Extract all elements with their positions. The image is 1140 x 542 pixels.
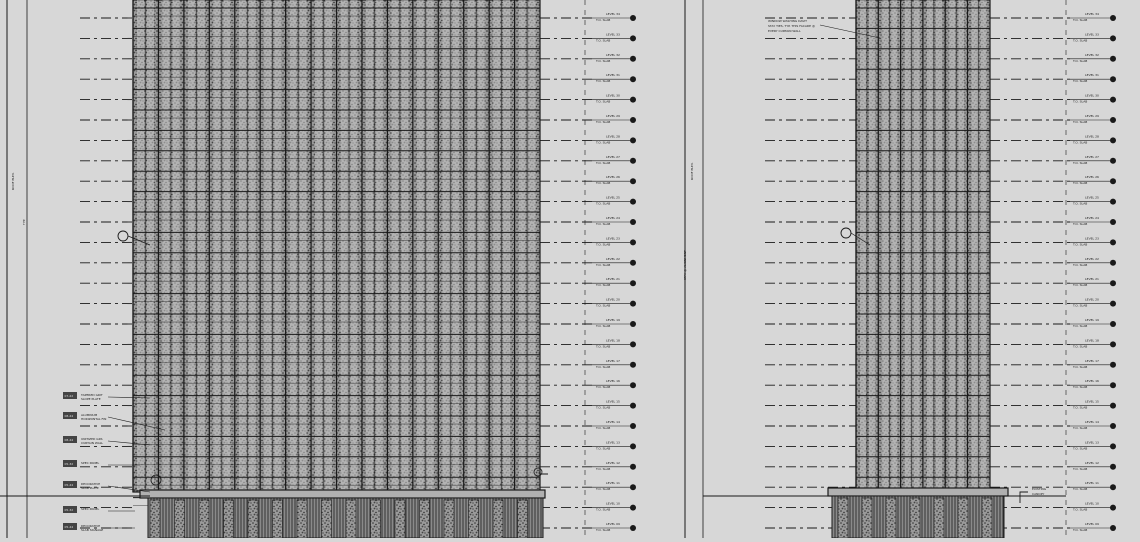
level-elevation: T.O. SLAB bbox=[596, 487, 611, 492]
section-callout bbox=[118, 231, 128, 241]
level-marker bbox=[630, 117, 636, 123]
vertical-dimension-label: TYP. bbox=[22, 219, 26, 225]
level-elevation: T.O. SLAB bbox=[1073, 385, 1088, 390]
level-name: LEVEL 10 bbox=[606, 501, 620, 506]
level-name: LEVEL 34 bbox=[1085, 12, 1099, 16]
level-marker bbox=[630, 423, 636, 429]
level-elevation: T.O. SLAB bbox=[1073, 120, 1088, 124]
vertical-dimension-label: STAY @ ALIGNMENT bbox=[683, 250, 687, 280]
level-marker bbox=[630, 97, 636, 103]
level-marker bbox=[1110, 199, 1116, 205]
note-text: EVERY CURTAIN WALL bbox=[768, 29, 801, 33]
level-name: LEVEL 26 bbox=[1085, 175, 1099, 180]
level-name: LEVEL 13 bbox=[606, 440, 620, 445]
keynote-text: SPEC PANEL bbox=[81, 507, 100, 511]
vertical-dimension-label: ROOF ELEV. bbox=[11, 172, 15, 190]
level-name: LEVEL 14 bbox=[1085, 420, 1099, 424]
level-elevation: T.O. SLAB bbox=[1073, 466, 1088, 471]
level-elevation: T.O. SLAB bbox=[596, 120, 611, 124]
level-marker bbox=[1110, 178, 1116, 184]
level-marker bbox=[1110, 56, 1116, 62]
podium-pier bbox=[224, 500, 234, 538]
level-elevation: T.O. SLAB bbox=[596, 99, 611, 104]
window-column bbox=[981, 0, 987, 488]
level-name: LEVEL 29 bbox=[1085, 114, 1099, 118]
level-marker bbox=[1110, 505, 1116, 511]
level-marker bbox=[630, 341, 636, 347]
keynote-tag-text: 05-44 bbox=[64, 525, 74, 529]
level-elevation: T.O. SLAB bbox=[596, 303, 611, 308]
level-elevation: T.O. SLAB bbox=[596, 385, 611, 390]
level-elevation: T.O. SLAB bbox=[596, 507, 611, 512]
level-name: LEVEL 32 bbox=[606, 52, 620, 57]
level-elevation: T.O. SLAB bbox=[596, 426, 611, 430]
podium-pier bbox=[150, 500, 160, 538]
level-marker bbox=[1110, 484, 1116, 490]
level-name: LEVEL 19 bbox=[1085, 318, 1099, 322]
keynote-text: TAPERED GRIT bbox=[81, 393, 103, 397]
level-elevation: T.O. SLAB bbox=[596, 201, 611, 206]
window-column bbox=[905, 0, 911, 488]
level-marker bbox=[1110, 117, 1116, 123]
level-elevation: T.O. SLAB bbox=[596, 160, 611, 165]
level-name: LEVEL 32 bbox=[1085, 52, 1099, 57]
level-elevation: T.O. SLAB bbox=[1073, 283, 1088, 288]
window-column bbox=[949, 0, 955, 488]
podium-pier bbox=[371, 500, 381, 538]
level-name: LEVEL 14 bbox=[606, 420, 620, 424]
level-name: LEVEL 12 bbox=[1085, 460, 1099, 465]
level-name: LEVEL 24 bbox=[1085, 216, 1099, 220]
level-marker bbox=[630, 219, 636, 225]
level-elevation: T.O. SLAB bbox=[596, 242, 611, 247]
level-elevation: T.O. SLAB bbox=[596, 222, 611, 226]
keynote-text: UNITIZED GRS bbox=[81, 437, 103, 441]
level-marker bbox=[630, 158, 636, 164]
level-name: LEVEL 31 bbox=[606, 73, 620, 78]
keynote-text: DECORATIVE bbox=[81, 482, 101, 486]
keynote-tag-text: 07-22 bbox=[64, 394, 74, 398]
level-marker bbox=[630, 484, 636, 490]
level-elevation: T.O. SLAB bbox=[1073, 181, 1088, 186]
podium-pier bbox=[420, 500, 430, 538]
level-elevation: T.O. SLAB bbox=[1073, 446, 1088, 451]
keynote-tag-text: 08-44 bbox=[64, 438, 74, 442]
level-elevation: T.O. SLAB bbox=[1073, 405, 1088, 410]
note-text: WINDOW WASHING DAVIT bbox=[768, 19, 807, 23]
level-marker bbox=[630, 199, 636, 205]
level-elevation: T.O. SLAB bbox=[1073, 303, 1088, 308]
level-name: LEVEL 24 bbox=[606, 216, 620, 220]
level-name: LEVEL 25 bbox=[1085, 195, 1099, 200]
base-note: EXISTING bbox=[1032, 487, 1047, 491]
level-elevation: T.O. SLAB bbox=[596, 38, 611, 43]
level-name: LEVEL 17 bbox=[1085, 358, 1099, 363]
level-marker bbox=[630, 525, 636, 531]
podium-pier bbox=[175, 500, 185, 538]
level-elevation: T.O. SLAB bbox=[596, 140, 611, 145]
level-name: LEVEL 11 bbox=[606, 481, 620, 486]
level-name: LEVEL 15 bbox=[606, 399, 620, 404]
level-elevation: T.O. SLAB bbox=[1073, 487, 1088, 492]
keynote-text: SPEC PANEL bbox=[81, 461, 100, 465]
level-marker bbox=[1110, 158, 1116, 164]
podium-pier bbox=[322, 500, 332, 538]
level-name: LEVEL 09 bbox=[1085, 522, 1099, 526]
level-elevation: T.O. SLAB bbox=[1073, 344, 1088, 349]
level-name: LEVEL 30 bbox=[606, 93, 620, 98]
level-elevation: T.O. SLAB bbox=[1073, 222, 1088, 226]
level-elevation: T.O. SLAB bbox=[1073, 140, 1088, 145]
level-elevation: T.O. SLAB bbox=[1073, 79, 1088, 84]
podium-pier bbox=[444, 500, 454, 538]
level-marker bbox=[1110, 15, 1116, 21]
level-name: LEVEL 22 bbox=[1085, 256, 1099, 261]
level-name: LEVEL 18 bbox=[1085, 338, 1099, 343]
keynote-text: SLAB SIGNAGE bbox=[81, 528, 104, 532]
level-elevation: T.O. SLAB bbox=[596, 405, 611, 410]
level-marker bbox=[630, 505, 636, 511]
level-marker bbox=[1110, 321, 1116, 327]
podium-pier bbox=[886, 498, 896, 538]
level-marker bbox=[630, 56, 636, 62]
level-name: LEVEL 16 bbox=[606, 379, 620, 384]
podium-cornice bbox=[828, 488, 1008, 496]
level-name: LEVEL 33 bbox=[606, 32, 620, 37]
level-elevation: T.O. SLAB bbox=[596, 79, 611, 84]
level-name: LEVEL 22 bbox=[606, 256, 620, 261]
level-elevation: T.O. SLAB bbox=[1073, 528, 1088, 532]
level-name: LEVEL 21 bbox=[1085, 277, 1099, 282]
keynote-text: HORIZONTAL FIN bbox=[81, 417, 107, 421]
level-marker bbox=[1110, 464, 1116, 470]
level-elevation: T.O. SLAB bbox=[1073, 160, 1088, 165]
level-elevation: T.O. SLAB bbox=[596, 18, 611, 22]
canopy-mark bbox=[1020, 492, 1028, 503]
note-text: STAY TIES, TYP. THIS FACADE @ bbox=[768, 24, 816, 28]
level-name: LEVEL 17 bbox=[606, 358, 620, 363]
level-name: LEVEL 15 bbox=[1085, 399, 1099, 404]
level-elevation: T.O. SLAB bbox=[596, 181, 611, 186]
level-name: LEVEL 28 bbox=[606, 134, 620, 139]
level-name: LEVEL 29 bbox=[606, 114, 620, 118]
level-marker bbox=[1110, 403, 1116, 409]
level-name: LEVEL 34 bbox=[606, 12, 620, 16]
section-callout bbox=[841, 228, 851, 238]
window-column bbox=[914, 0, 920, 488]
podium-pier bbox=[934, 498, 944, 538]
keynote-text: CURTAIN WALL bbox=[81, 441, 104, 445]
level-elevation: T.O. SLAB bbox=[596, 324, 611, 328]
level-marker bbox=[1110, 341, 1116, 347]
base-note: CANOPY bbox=[1032, 492, 1045, 496]
level-elevation: T.O. SLAB bbox=[596, 528, 611, 532]
level-name: LEVEL 27 bbox=[606, 154, 620, 159]
level-elevation: T.O. SLAB bbox=[1073, 18, 1088, 22]
level-elevation: T.O. SLAB bbox=[1073, 38, 1088, 43]
level-name: LEVEL 16 bbox=[1085, 379, 1099, 384]
podium-pier bbox=[862, 498, 872, 538]
podium-pier bbox=[395, 500, 405, 538]
level-name: LEVEL 23 bbox=[1085, 236, 1099, 241]
level-marker bbox=[1110, 219, 1116, 225]
window-column bbox=[891, 0, 897, 488]
level-marker bbox=[630, 280, 636, 286]
level-marker bbox=[1110, 76, 1116, 82]
podium-pier bbox=[346, 500, 356, 538]
level-marker bbox=[1110, 525, 1116, 531]
level-marker bbox=[1110, 35, 1116, 41]
level-elevation: T.O. SLAB bbox=[1073, 324, 1088, 328]
level-marker bbox=[1110, 280, 1116, 286]
window-column bbox=[936, 0, 942, 488]
level-marker bbox=[630, 362, 636, 368]
level-elevation: T.O. SLAB bbox=[1073, 99, 1088, 104]
level-marker bbox=[1110, 362, 1116, 368]
keynote-tag-text: 05-32 bbox=[64, 462, 74, 466]
level-elevation: T.O. SLAB bbox=[1073, 262, 1088, 267]
window-column bbox=[869, 0, 875, 488]
podium-pier bbox=[982, 498, 992, 538]
level-marker bbox=[630, 178, 636, 184]
window-column bbox=[927, 0, 933, 488]
level-elevation: T.O. SLAB bbox=[1073, 364, 1088, 369]
level-name: LEVEL 11 bbox=[1085, 481, 1099, 486]
level-name: LEVEL 25 bbox=[606, 195, 620, 200]
level-elevation: T.O. SLAB bbox=[596, 283, 611, 288]
window-column bbox=[860, 0, 866, 488]
level-name: LEVEL 31 bbox=[1085, 73, 1099, 78]
keynote-text: ALUMINUM bbox=[81, 413, 98, 417]
podium-cornice bbox=[140, 490, 545, 498]
level-marker bbox=[1110, 423, 1116, 429]
level-marker bbox=[1110, 260, 1116, 266]
window-column bbox=[958, 0, 964, 488]
podium-pier bbox=[493, 500, 503, 538]
level-marker bbox=[630, 301, 636, 307]
level-marker bbox=[1110, 97, 1116, 103]
keynote-text: SLOPE PLATE bbox=[81, 397, 101, 401]
podium-pier bbox=[199, 500, 209, 538]
level-marker bbox=[630, 321, 636, 327]
window-column bbox=[882, 0, 888, 488]
level-marker bbox=[630, 137, 636, 143]
keynote-tag-text: 05-32 bbox=[64, 508, 74, 512]
level-marker bbox=[1110, 301, 1116, 307]
level-name: LEVEL 12 bbox=[606, 460, 620, 465]
level-marker bbox=[630, 35, 636, 41]
keynote-tag-text: 08-44 bbox=[64, 414, 74, 418]
window-column bbox=[972, 0, 978, 488]
level-name: LEVEL 27 bbox=[1085, 154, 1099, 159]
level-name: LEVEL 18 bbox=[606, 338, 620, 343]
level-elevation: T.O. SLAB bbox=[1073, 58, 1088, 63]
level-marker bbox=[630, 239, 636, 245]
level-name: LEVEL 19 bbox=[606, 318, 620, 322]
keynote-text: DECORATIVE bbox=[81, 524, 101, 528]
level-elevation: T.O. SLAB bbox=[596, 58, 611, 63]
level-elevation: T.O. SLAB bbox=[596, 446, 611, 451]
podium-pier bbox=[297, 500, 307, 538]
level-elevation: T.O. SLAB bbox=[596, 364, 611, 369]
level-marker bbox=[630, 76, 636, 82]
keynote-text: SLAB PLATE bbox=[81, 486, 99, 490]
level-elevation: T.O. SLAB bbox=[596, 262, 611, 267]
vertical-dimension-label: ROOF ELEV. bbox=[690, 162, 694, 180]
right-elevation bbox=[683, 0, 1116, 538]
level-elevation: T.O. SLAB bbox=[1073, 426, 1088, 430]
level-elevation: T.O. SLAB bbox=[596, 344, 611, 349]
level-name: LEVEL 26 bbox=[606, 175, 620, 180]
podium-pier bbox=[910, 498, 920, 538]
level-name: LEVEL 30 bbox=[1085, 93, 1099, 98]
level-marker bbox=[630, 403, 636, 409]
level-name: LEVEL 28 bbox=[1085, 134, 1099, 139]
level-name: LEVEL 20 bbox=[1085, 297, 1099, 302]
level-name: LEVEL 21 bbox=[606, 277, 620, 282]
level-marker bbox=[630, 260, 636, 266]
level-marker bbox=[630, 15, 636, 21]
level-name: LEVEL 10 bbox=[1085, 501, 1099, 506]
level-marker bbox=[1110, 382, 1116, 388]
podium-pier bbox=[469, 500, 479, 538]
podium-pier bbox=[958, 498, 968, 538]
level-elevation: T.O. SLAB bbox=[596, 466, 611, 471]
podium-pier bbox=[248, 500, 258, 538]
podium-pier bbox=[838, 498, 848, 538]
level-marker bbox=[630, 464, 636, 470]
level-elevation: T.O. SLAB bbox=[1073, 242, 1088, 247]
level-name: LEVEL 33 bbox=[1085, 32, 1099, 37]
level-elevation: T.O. SLAB bbox=[1073, 507, 1088, 512]
level-marker bbox=[630, 443, 636, 449]
level-marker bbox=[1110, 239, 1116, 245]
level-name: LEVEL 20 bbox=[606, 297, 620, 302]
level-name: LEVEL 09 bbox=[606, 522, 620, 526]
podium-pier bbox=[273, 500, 283, 538]
podium-pier bbox=[518, 500, 528, 538]
level-elevation: T.O. SLAB bbox=[1073, 201, 1088, 206]
level-marker bbox=[1110, 137, 1116, 143]
level-marker bbox=[1110, 443, 1116, 449]
keynote-tag-text: 05-44 bbox=[64, 483, 74, 487]
level-name: LEVEL 23 bbox=[606, 236, 620, 241]
level-marker bbox=[630, 382, 636, 388]
level-name: LEVEL 13 bbox=[1085, 440, 1099, 445]
